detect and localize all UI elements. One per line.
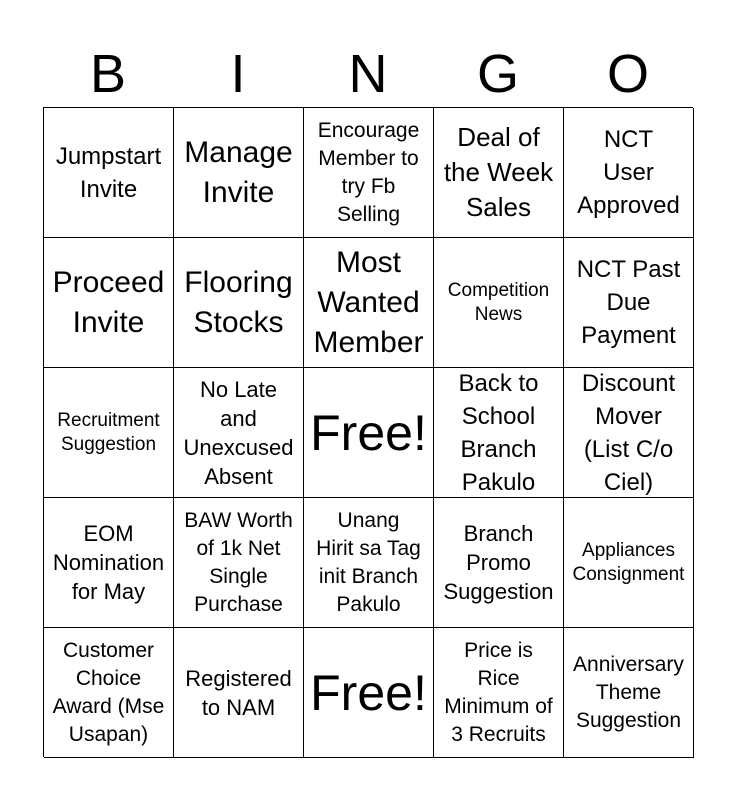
cell-label: Manage Invite <box>184 135 293 209</box>
bingo-cell-r4-c0[interactable] <box>44 628 174 758</box>
header-letter-n: N <box>348 44 388 104</box>
bingo-cell-r2-c4[interactable] <box>564 368 694 498</box>
bingo-cell-r0-c3[interactable] <box>434 108 564 238</box>
cell-label: Registered to NAM <box>185 665 292 720</box>
free-space-cell[interactable] <box>304 628 434 758</box>
cell-label: Price is Rice Minimum of 3 Recruits <box>444 638 553 746</box>
cell-label: Customer Choice Award (Mse Usapan) <box>52 638 165 746</box>
header-letter-o: O <box>606 44 649 104</box>
cell-label: No Late and Unexcused Absent <box>183 376 294 489</box>
bingo-cell-r2-c1[interactable] <box>174 368 304 498</box>
bingo-cell-r1-c2[interactable] <box>304 238 434 368</box>
bingo-cell-r3-c4[interactable] <box>564 498 694 628</box>
cell-label: EOM Nomination for May <box>52 521 165 604</box>
cell-label: Jumpstart Invite <box>55 142 162 203</box>
free-space-label: Free! <box>310 664 427 721</box>
bingo-cell-r2-c0[interactable] <box>44 368 174 498</box>
cell-label: Proceed Invite <box>52 265 165 339</box>
bingo-cell-r0-c2[interactable] <box>304 108 434 238</box>
cell-label: Discount Mover (List C/o Ciel) <box>581 369 676 496</box>
cell-label: Encourage Member to try Fb Selling <box>317 118 420 226</box>
free-space-label: Free! <box>310 404 427 461</box>
cell-label: Flooring Stocks <box>184 265 293 339</box>
bingo-board <box>43 107 693 757</box>
bingo-cell-r4-c1[interactable] <box>174 628 304 758</box>
bingo-cell-r3-c1[interactable] <box>174 498 304 628</box>
free-space-cell[interactable] <box>304 368 434 498</box>
bingo-cell-r3-c3[interactable] <box>434 498 564 628</box>
cell-label: Recruitment Suggestion <box>57 409 160 455</box>
cell-label: Unang Hirit sa Tag init Branch Pakulo <box>316 508 421 616</box>
cell-label: NCT User Approved <box>577 126 680 219</box>
bingo-cell-r1-c0[interactable] <box>44 238 174 368</box>
cell-label: Appliances Consignment <box>572 539 685 585</box>
cell-label: Most Wanted Member <box>313 245 424 359</box>
cell-label: BAW Worth of 1k Net Single Purchase <box>184 508 293 616</box>
cell-label: Competition News <box>447 279 550 325</box>
cell-label: NCT Past Due Payment <box>576 256 681 349</box>
cell-label: Deal of the Week Sales <box>443 122 554 222</box>
header-letter-g: G <box>476 44 519 104</box>
cell-label: Back to School Branch Pakulo <box>458 369 539 496</box>
bingo-cell-r2-c3[interactable] <box>434 368 564 498</box>
bingo-cell-r0-c4[interactable] <box>564 108 694 238</box>
bingo-cell-r3-c0[interactable] <box>44 498 174 628</box>
header-letter-b: B <box>89 44 127 104</box>
bingo-header <box>43 44 693 104</box>
bingo-cell-r0-c1[interactable] <box>174 108 304 238</box>
bingo-cell-r4-c4[interactable] <box>564 628 694 758</box>
header-letter-i: I <box>230 44 246 104</box>
bingo-cell-r4-c3[interactable] <box>434 628 564 758</box>
cell-label: Anniversary Theme Suggestion <box>573 652 684 732</box>
bingo-cell-r1-c3[interactable] <box>434 238 564 368</box>
bingo-cell-r0-c0[interactable] <box>44 108 174 238</box>
bingo-cell-r1-c4[interactable] <box>564 238 694 368</box>
bingo-cell-r1-c1[interactable] <box>174 238 304 368</box>
bingo-cell-r3-c2[interactable] <box>304 498 434 628</box>
cell-label: Branch Promo Suggestion <box>443 521 554 604</box>
